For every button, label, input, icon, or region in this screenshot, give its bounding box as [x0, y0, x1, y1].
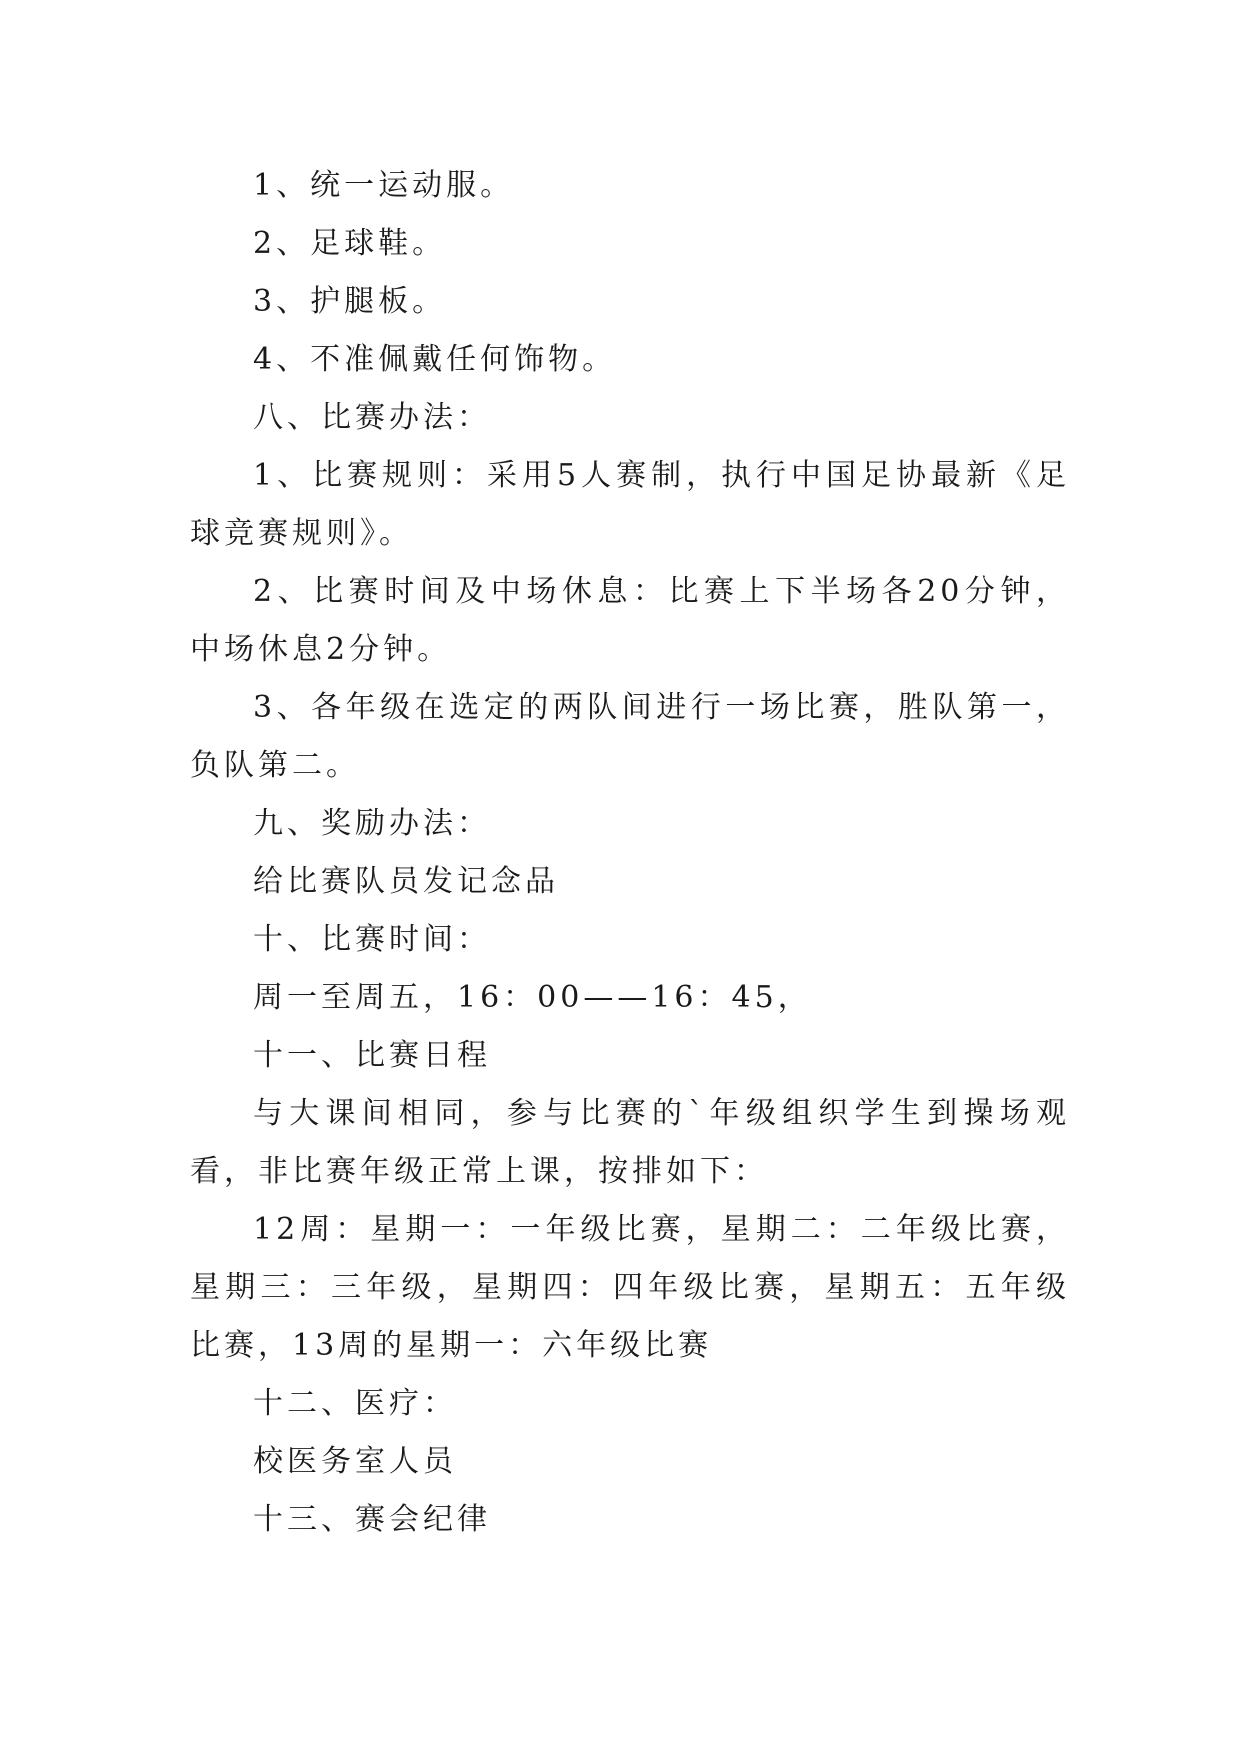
- paragraph-ranking: 3、各年级在选定的两队间进行一场比赛，胜队第一，负队第二。: [190, 690, 1070, 783]
- paragraph-awards: 给比赛队员发记念品: [253, 864, 559, 899]
- list-item-football-shoes: 2、足球鞋。: [253, 226, 447, 261]
- paragraph-schedule-detail: 12周：星期一：一年级比赛，星期二：二年级比赛，星期三：三年级，星期四：四年级比赛，星期五：五年级比赛，13周的星期一：六年级比赛: [190, 1212, 1070, 1363]
- paragraph-medical-staff: 校医务室人员: [253, 1444, 457, 1479]
- paragraph-competition-rules: 1、比赛规则：采用5人赛制，执行中国足协最新《足球竞赛规则》。: [190, 458, 1070, 551]
- paragraph-schedule-intro: 与大课间相同，参与比赛的`年级组织学生到操场观看，非比赛年级正常上课，按排如下：: [190, 1096, 1070, 1189]
- section-heading-awards: 九、奖励办法：: [253, 806, 491, 841]
- section-heading-medical: 十二、医疗：: [253, 1386, 457, 1421]
- section-heading-discipline: 十三、赛会纪律: [253, 1502, 491, 1537]
- paragraph-match-time: 2、比赛时间及中场休息：比赛上下半场各20分钟，中场休息2分钟。: [190, 574, 1070, 667]
- list-item-no-accessories: 4、不准佩戴任何饰物。: [253, 342, 617, 377]
- section-heading-schedule: 十一、比赛日程: [253, 1038, 491, 1073]
- section-heading-match-time: 十、比赛时间：: [253, 922, 491, 957]
- paragraph-match-hours: 周一至周五，16：00——16：45，: [253, 980, 812, 1015]
- section-heading-competition-method: 八、比赛办法：: [253, 400, 491, 435]
- list-item-shin-guards: 3、护腿板。: [253, 284, 447, 319]
- document-body: [190, 157, 1070, 1549]
- list-item-uniform: 1、统一运动服。: [253, 168, 515, 203]
